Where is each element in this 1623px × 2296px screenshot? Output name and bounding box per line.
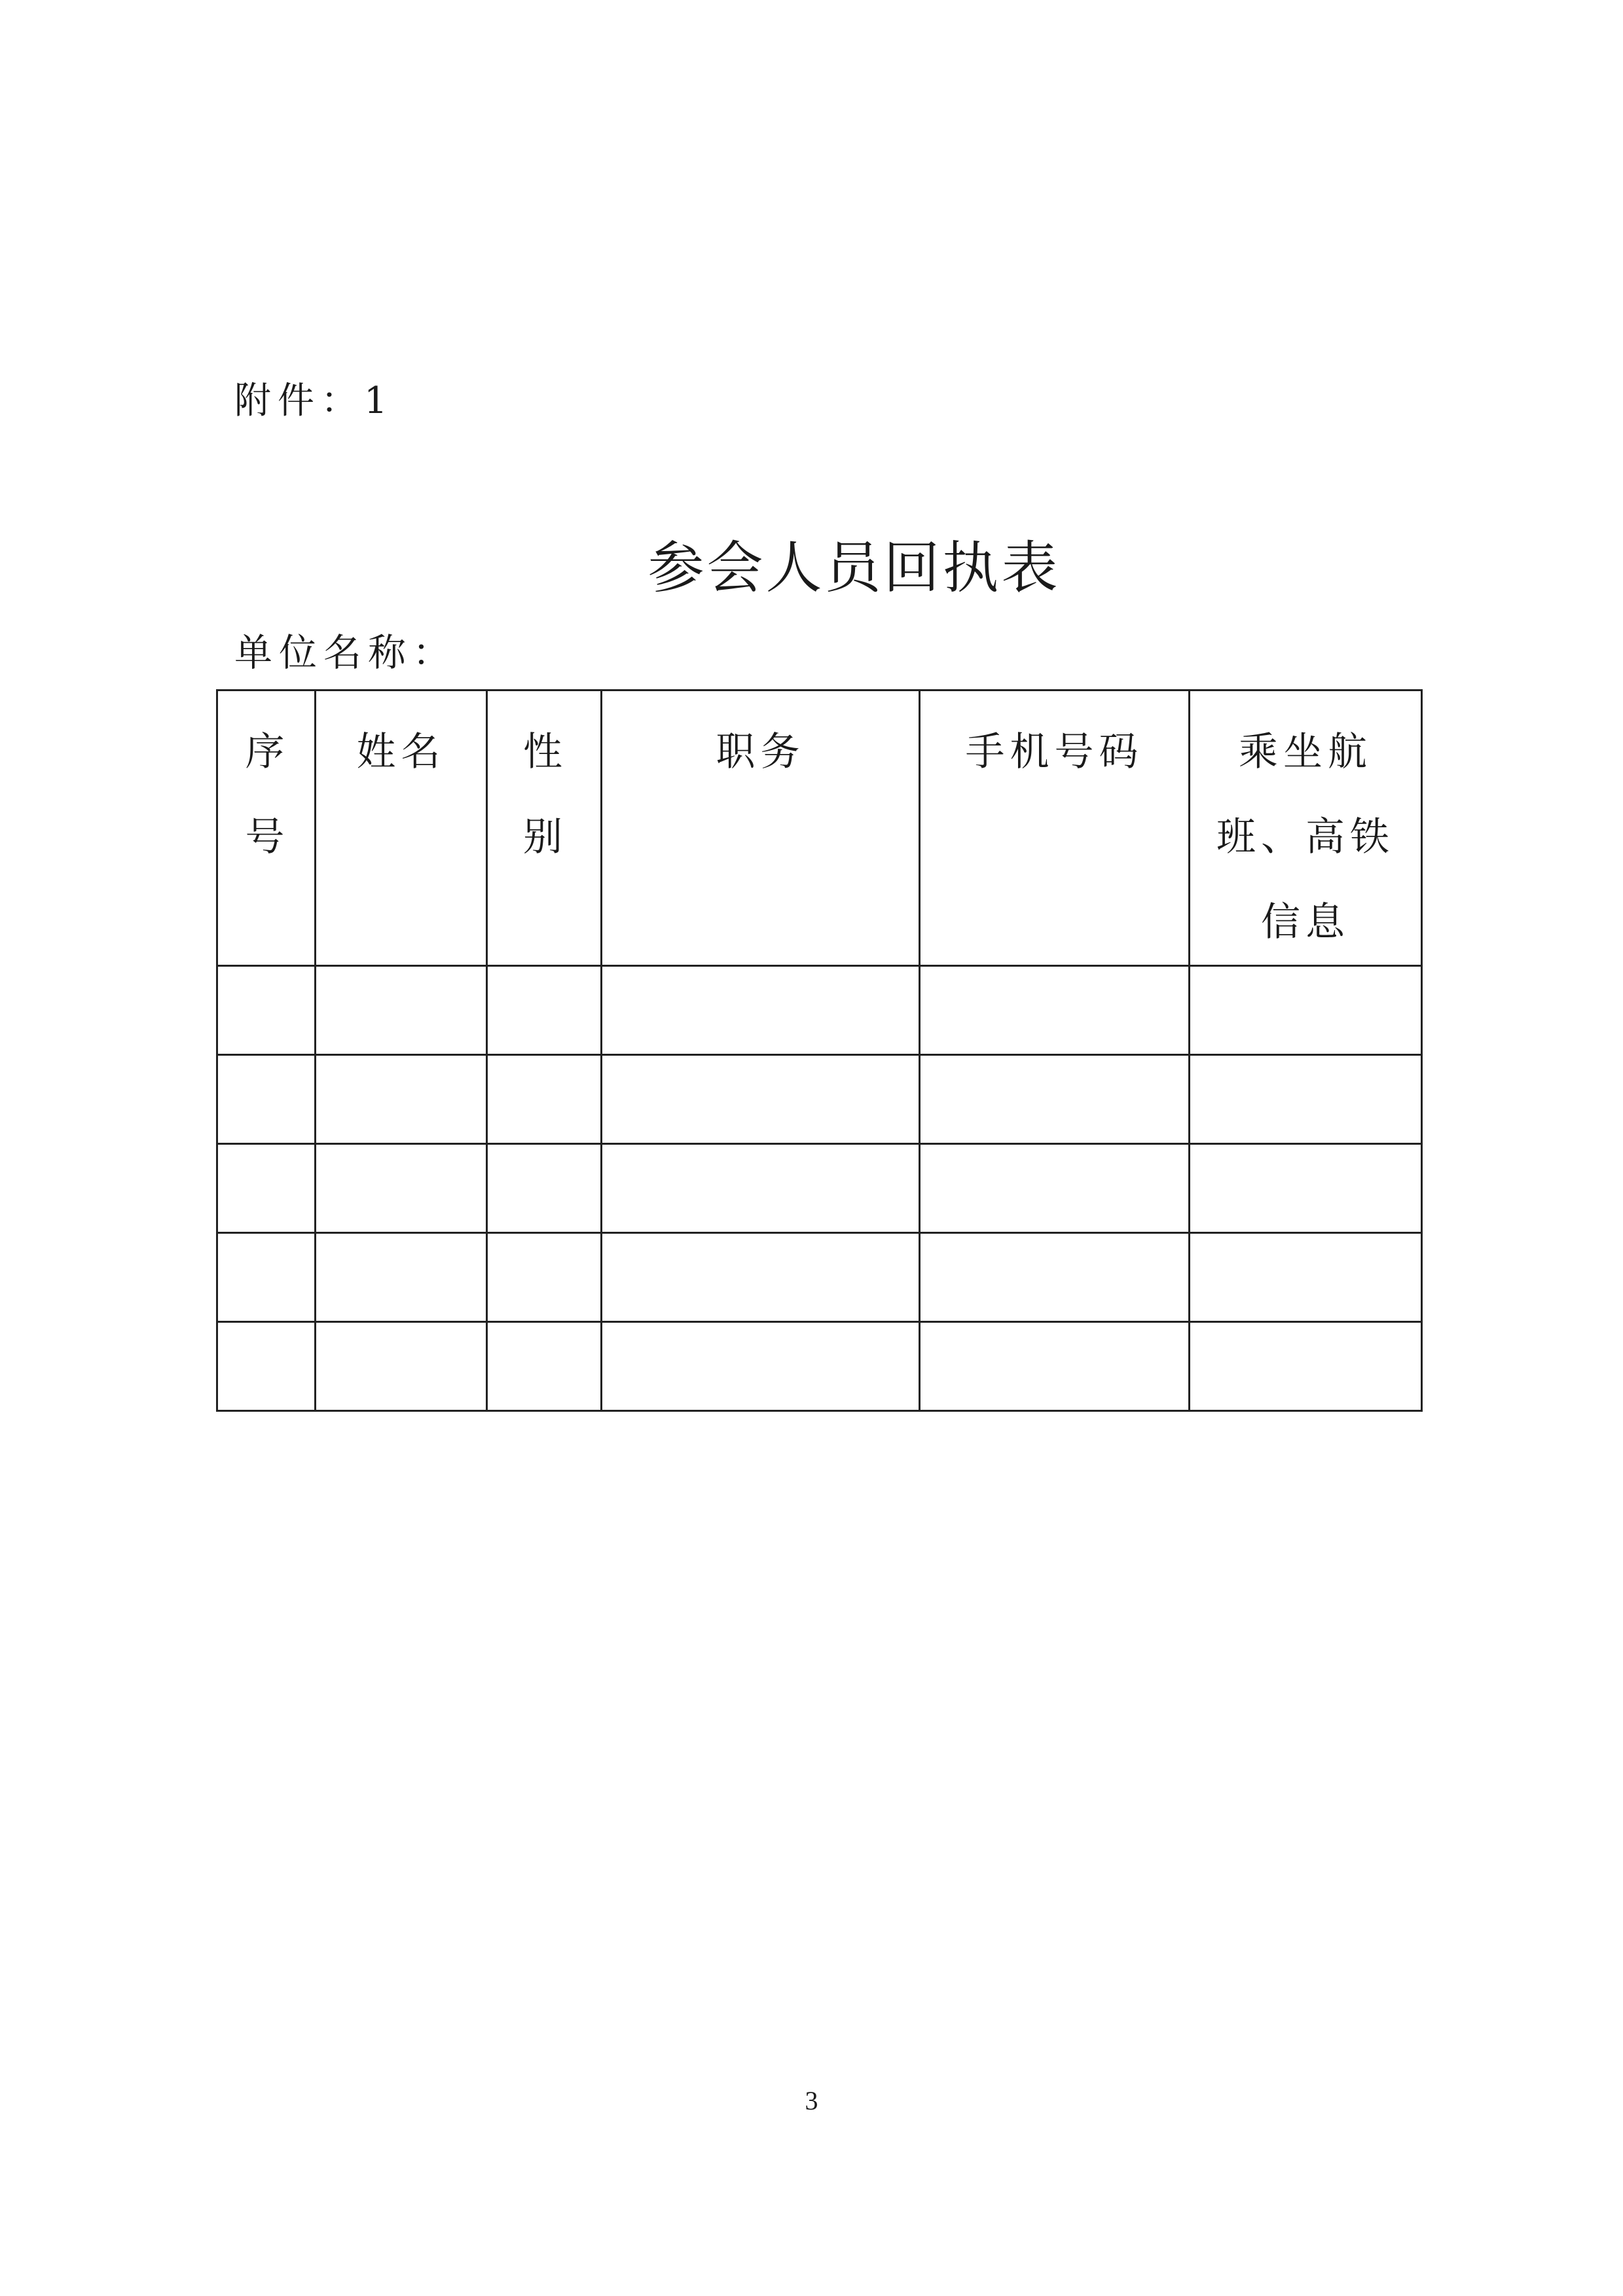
cell-gender[interactable] — [487, 1055, 602, 1144]
cell-name[interactable] — [316, 1144, 487, 1233]
cell-travel[interactable] — [1190, 1233, 1422, 1322]
cell-position[interactable] — [602, 966, 920, 1055]
page-number: 3 — [805, 2086, 818, 2115]
header-position — [602, 691, 920, 966]
page-title: 参会人员回执表 — [647, 535, 1061, 601]
cell-gender[interactable] — [487, 1233, 602, 1322]
cell-seq[interactable] — [217, 966, 316, 1055]
table-row — [217, 1233, 1422, 1322]
header-travel-label: 乘坐航班、高铁信息 — [1216, 729, 1395, 945]
table-row — [217, 1322, 1422, 1411]
header-gender — [487, 691, 602, 966]
header-travel — [1190, 691, 1422, 966]
cell-name[interactable] — [316, 1055, 487, 1144]
header-gender-label: 性别 — [523, 729, 568, 860]
table-row — [217, 1144, 1422, 1233]
cell-position[interactable] — [602, 1233, 920, 1322]
header-seq-label: 序号 — [245, 729, 290, 860]
header-phone-label: 手机号码 — [965, 729, 1144, 775]
cell-seq[interactable] — [217, 1144, 316, 1233]
header-phone — [920, 691, 1190, 966]
cell-travel[interactable] — [1190, 1144, 1422, 1233]
cell-phone[interactable] — [920, 1322, 1190, 1411]
header-name-label: 姓名 — [356, 729, 446, 775]
unit-name-label: 单位名称： — [234, 630, 458, 675]
header-position-label: 职务 — [716, 729, 805, 775]
cell-seq[interactable] — [217, 1055, 316, 1144]
attendee-reply-table — [216, 689, 1423, 1412]
cell-gender[interactable] — [487, 1144, 602, 1233]
table-row — [217, 1055, 1422, 1144]
cell-position[interactable] — [602, 1144, 920, 1233]
cell-position[interactable] — [602, 1322, 920, 1411]
cell-phone[interactable] — [920, 966, 1190, 1055]
header-name — [316, 691, 487, 966]
cell-position[interactable] — [602, 1055, 920, 1144]
table-row — [217, 966, 1422, 1055]
cell-phone[interactable] — [920, 1055, 1190, 1144]
cell-name[interactable] — [316, 1322, 487, 1411]
header-seq — [217, 691, 316, 966]
cell-gender[interactable] — [487, 966, 602, 1055]
cell-gender[interactable] — [487, 1322, 602, 1411]
cell-name[interactable] — [316, 966, 487, 1055]
cell-name[interactable] — [316, 1233, 487, 1322]
cell-travel[interactable] — [1190, 1322, 1422, 1411]
cell-travel[interactable] — [1190, 966, 1422, 1055]
cell-phone[interactable] — [920, 1233, 1190, 1322]
attachment-label: 附件：1 — [234, 380, 394, 422]
cell-phone[interactable] — [920, 1144, 1190, 1233]
table-header-row — [217, 691, 1422, 966]
cell-seq[interactable] — [217, 1233, 316, 1322]
cell-seq[interactable] — [217, 1322, 316, 1411]
cell-travel[interactable] — [1190, 1055, 1422, 1144]
